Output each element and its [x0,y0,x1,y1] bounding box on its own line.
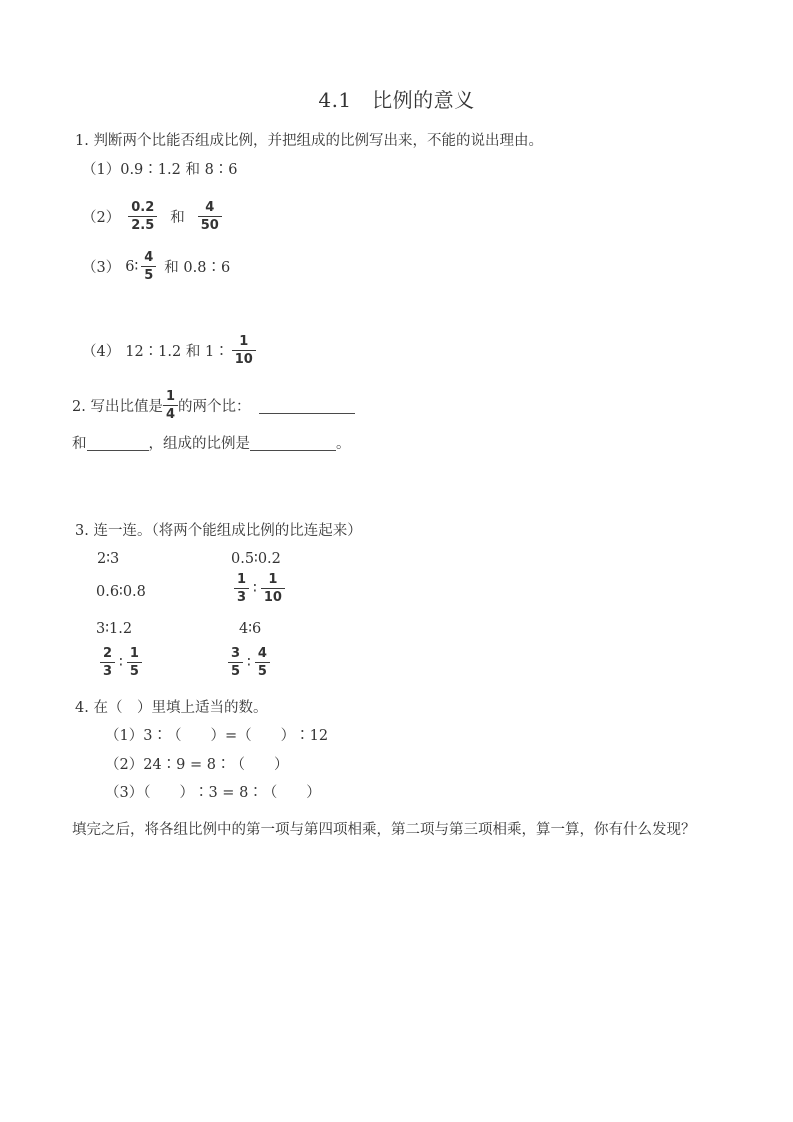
fraction-numerator: 1 [232,334,256,351]
fraction [127,646,142,680]
ratio-text: 12∶1.2 和 1∶ [125,344,229,361]
q2-line-1 [72,389,355,423]
page-title: 4.1 比例的意义 [318,88,475,112]
item-label: （3） [82,260,121,277]
fraction [128,200,157,234]
q2-text-and: 和 [72,436,87,452]
fraction-numerator: 4 [255,646,270,663]
fraction-numerator: 4 [141,250,156,267]
q2-text-post: 的两个比： [178,399,251,416]
and-text: 和 [170,210,185,227]
q3-right-item [228,646,270,680]
fraction-denominator: 5 [144,268,154,284]
fraction-numerator: 1 [234,572,249,589]
fraction-numerator: 1 [127,646,142,663]
q3-left-item: 3∶1.2 [96,621,133,637]
fraction [234,572,249,606]
q3-right-item [234,572,285,606]
fraction [163,389,178,423]
fraction [198,200,222,234]
item-label: （4） [82,344,121,361]
q2-text-mid: ，组成的比例是 [148,436,250,452]
ratio-colon: ∶ [253,580,257,597]
fraction [255,646,270,680]
fraction-denominator: 5 [231,664,241,680]
fraction [261,572,285,606]
q1-item-4 [82,334,256,368]
fraction-denominator: 10 [234,352,253,368]
fraction [232,334,256,368]
fraction-numerator: 1 [261,572,285,589]
fraction-denominator: 2.5 [131,218,155,234]
fraction-numerator: 4 [198,200,222,217]
fraction-numerator: 1 [163,389,178,406]
fraction-denominator: 5 [129,664,139,680]
fraction-denominator: 10 [263,590,282,606]
fraction [141,250,156,284]
fraction-denominator: 3 [103,664,113,680]
fill-blank [87,435,149,451]
q3-right-item: 4∶6 [239,621,262,637]
q1-item-1: （1）0.9∶1.2 和 8∶6 [82,162,238,178]
q4-item-2: （2）24∶9 = 8∶（ ） [105,757,289,773]
fill-blank [250,435,336,451]
ratio-colon: ∶ [247,654,251,671]
fraction-numerator: 0.2 [128,200,157,217]
q4-item-1: （1）3∶（ ）=（ ）∶12 [105,728,329,744]
q1-item-2 [82,200,222,234]
q3-right-item: 0.5∶0.2 [231,551,281,567]
q1-item-3 [82,250,230,284]
q3-left-item: 0.6∶0.8 [96,584,146,600]
q2-text-end: 。 [336,436,351,452]
q3-left-item [100,646,142,680]
q2-text-pre: 2. 写出比值是 [72,399,163,416]
fraction-denominator: 4 [165,407,175,423]
fraction-numerator: 2 [100,646,115,663]
q4-heading: 4. 在（ ）里填上适当的数。 [75,700,268,716]
q2-line-2 [72,432,351,453]
footer-note: 填完之后，将各组比例中的第一项与第四项相乘，第二项与第三项相乘，算一算，你有什么发现？ [72,822,696,838]
q3-heading: 3. 连一连。（将两个能组成比例的比连起来） [75,523,362,539]
ratio-colon: ∶ [119,654,123,671]
fraction [100,646,115,680]
q1-heading: 1. 判断两个比能否组成比例，并把组成的比例写出来，不能的说出理由。 [75,133,543,149]
ratio-text: 和 0.8∶6 [164,260,231,277]
fraction-denominator: 5 [257,664,267,680]
item-label: （2） [82,210,121,227]
q4-item-3: （3）（ ）∶3 = 8∶（ ） [105,785,321,801]
fraction-denominator: 50 [200,218,219,234]
q3-left-item: 2∶3 [97,551,120,567]
fraction-denominator: 3 [237,590,247,606]
fraction-numerator: 3 [228,646,243,663]
ratio-text: 6∶ [125,258,139,275]
fill-blank [259,398,355,414]
fraction [228,646,243,680]
